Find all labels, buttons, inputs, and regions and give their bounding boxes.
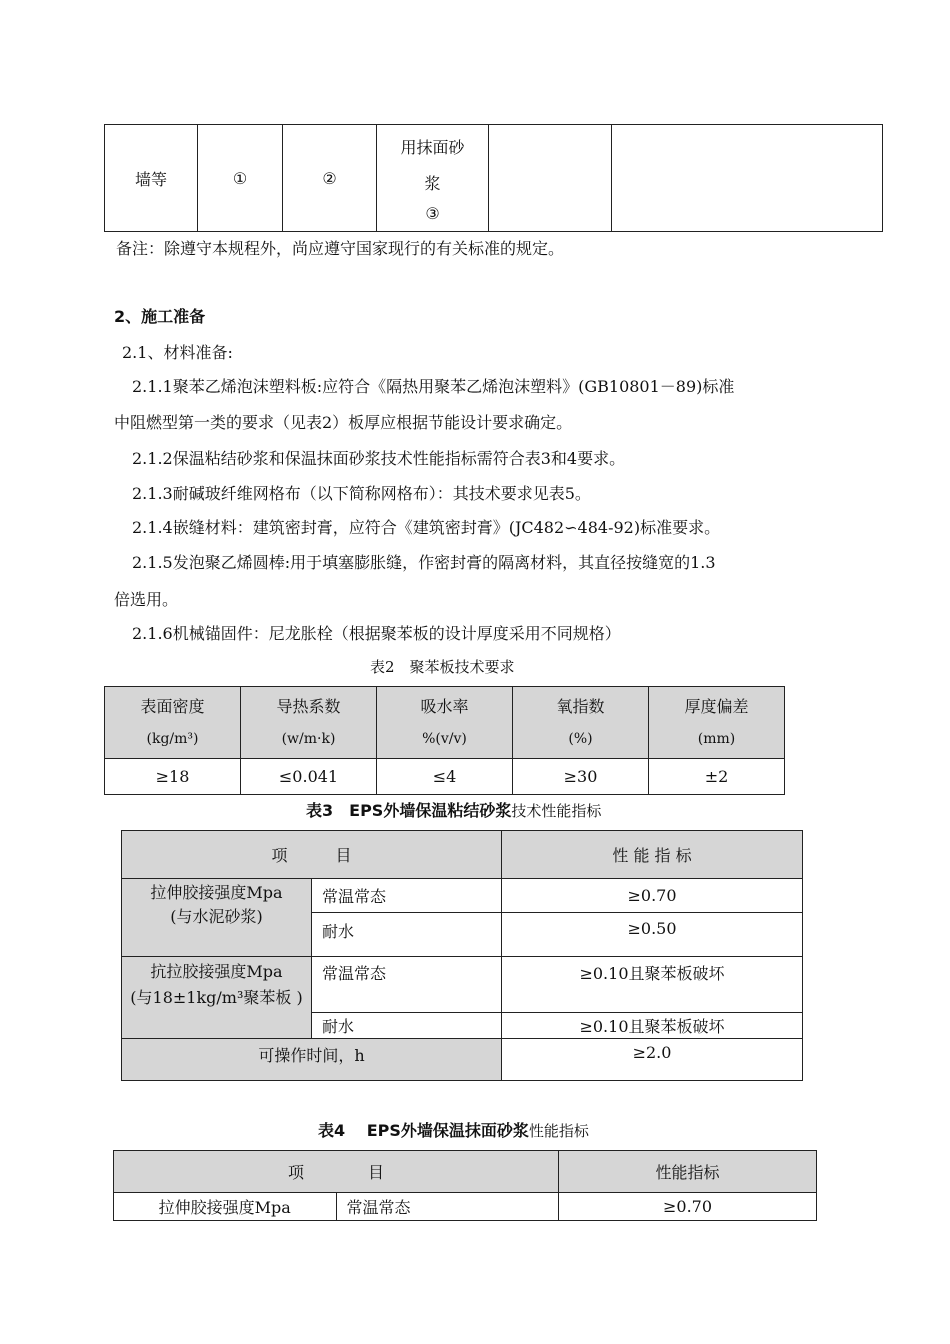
- table-2-header-conductivity: 导热系数 (w/m·k): [241, 687, 377, 759]
- table-1-cell-6: [612, 125, 883, 232]
- table-2: [104, 686, 785, 795]
- table-4-row1-item: 拉伸胶接强度Mpa: [114, 1193, 337, 1221]
- note: 备注：除遵守本规程外，尚应遵守国家现行的有关标准的规定。: [116, 239, 565, 258]
- table-2-value-oxygen-index: ≥30: [513, 759, 649, 795]
- table-3-header-item: 项 目: [122, 831, 502, 879]
- para-2-1-1a: 2.1.1聚苯乙烯泡沫塑料板:应符合《隔热用聚苯乙烯泡沫塑料》(GB10801－89)标准: [132, 377, 735, 396]
- table-3-group2-cond-0: 常温常态: [312, 957, 502, 1013]
- table-1-cell-5: [489, 125, 612, 232]
- table-1-cell-1: ①: [198, 125, 283, 232]
- table-4-caption: [318, 1118, 589, 1141]
- para-2-1-2: 2.1.2保温粘结砂浆和保温抹面砂浆技术性能指标需符合表3和4要求。: [132, 449, 626, 468]
- table-2-header-oxygen-index: 氧指数 (%): [513, 687, 649, 759]
- table-2-value-thickness: ±2: [649, 759, 785, 795]
- table-3-group2-cond-1: 耐水: [312, 1013, 502, 1039]
- table-2-header-absorption: 吸水率 %(v/v): [377, 687, 513, 759]
- para-2-1-4: 2.1.4嵌缝材料：建筑密封膏，应符合《建筑密封膏》(JC482∽484-92)标准要求。: [132, 518, 721, 537]
- table-1-cell-3-line2: 浆: [424, 174, 441, 193]
- table-3: [121, 830, 803, 1081]
- table-2-value-conductivity: ≤0.041: [241, 759, 377, 795]
- table-4-row1-cond: 常温常态: [336, 1193, 559, 1221]
- table-2-caption: 表2 聚苯板技术要求: [370, 658, 515, 676]
- section-heading: 2、施工准备: [114, 307, 206, 326]
- table-3-header-value: 性 能 指 标: [502, 831, 803, 879]
- para-2-1-6: 2.1.6机械锚固件：尼龙胀栓（根据聚苯板的设计厚度采用不同规格）: [132, 624, 621, 643]
- table-2-value-density: ≥18: [105, 759, 241, 795]
- table-4: [113, 1150, 817, 1221]
- table-4-caption-bold: 表4 EPS外墙保温抹面砂浆: [318, 1121, 529, 1140]
- table-3-group1-item: 拉伸胶接强度Mpa (与水泥砂浆): [122, 879, 312, 957]
- table-3-group1-value-0: ≥0.70: [502, 879, 803, 913]
- table-3-caption-bold: 表3 EPS外墙保温粘结砂浆: [306, 801, 512, 820]
- table-2-header-density: 表面密度 (kg/m³): [105, 687, 241, 759]
- table-1-cell-3: [377, 125, 489, 232]
- table-1-cell-3-line3: ③: [425, 204, 440, 223]
- table-3-last-value: ≥2.0: [502, 1039, 803, 1081]
- table-4-header-item: 项 目: [114, 1151, 559, 1193]
- table-1-cell-2: ②: [283, 125, 377, 232]
- para-2-1-5a: 2.1.5发泡聚乙烯圆棒:用于填塞膨胀缝，作密封膏的隔离材料，其直径按缝宽的1.3: [132, 553, 716, 572]
- table-3-group2-value-1: ≥0.10且聚苯板破坏: [502, 1013, 803, 1039]
- para-2-1-5b: 倍选用。: [114, 590, 179, 609]
- table-4-row1-value: ≥0.70: [559, 1193, 817, 1221]
- table-3-group1-cond-0: 常温常态: [312, 879, 502, 913]
- table-2-value-absorption: ≤4: [377, 759, 513, 795]
- table-3-group2-item: 抗拉胶接强度Mpa (与18±1kg/m³聚苯板 ): [122, 957, 312, 1039]
- table-3-caption: [306, 798, 601, 821]
- table-3-caption-rest: 技术性能指标: [511, 802, 602, 820]
- table-4-caption-rest: 性能指标: [528, 1122, 589, 1140]
- para-2-1: 2.1、材料准备:: [122, 343, 233, 362]
- table-1-cell-3-line1: 用抹面砂: [400, 138, 465, 157]
- para-2-1-1b: 中阻燃型第一类的要求（见表2）板厚应根据节能设计要求确定。: [114, 413, 573, 432]
- table-3-group2-value-0: ≥0.10且聚苯板破坏: [502, 957, 803, 1013]
- para-2-1-3: 2.1.3耐碱玻纤维网格布（以下简称网格布）：其技术要求见表5。: [132, 484, 591, 503]
- table-3-last-item: 可操作时间，h: [122, 1039, 502, 1081]
- table-3-group1-cond-1: 耐水: [312, 913, 502, 957]
- table-3-group1-value-1: ≥0.50: [502, 913, 803, 957]
- table-1: [104, 124, 883, 232]
- table-4-header-value: 性能指标: [559, 1151, 817, 1193]
- table-1-cell-wall: 墙等: [105, 125, 198, 232]
- table-2-header-thickness: 厚度偏差 (mm): [649, 687, 785, 759]
